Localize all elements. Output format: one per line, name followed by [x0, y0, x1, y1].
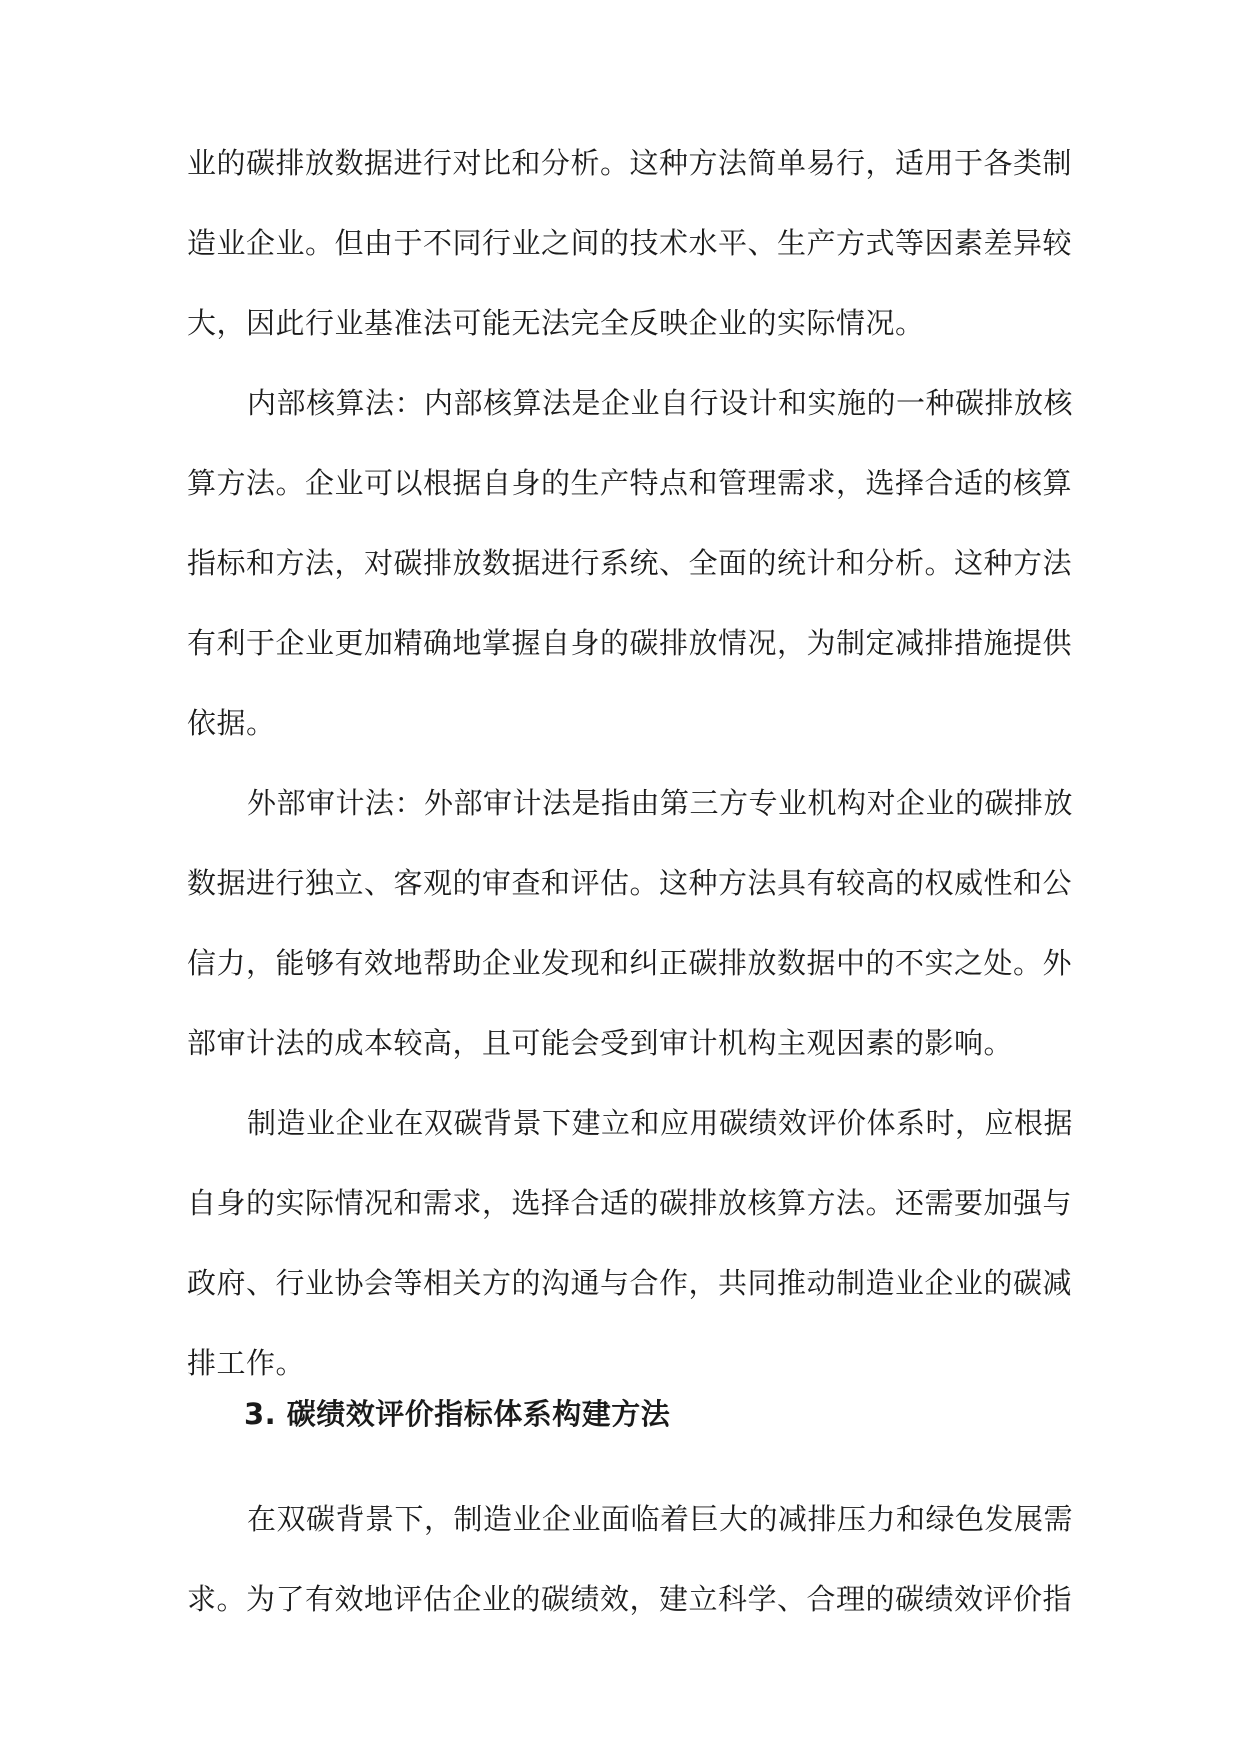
- paragraph-1-line-3: 大，因此行业基准法可能无法完全反映企业的实际情况。: [187, 306, 925, 340]
- paragraph-4-line-2: 自身的实际情况和需求，选择合适的碳排放核算方法。还需要加强与: [187, 1186, 1073, 1220]
- paragraph-1-line-1: 业的碳排放数据进行对比和分析。这种方法简单易行，适用于各类制: [187, 146, 1073, 180]
- paragraph-1-line-2: 造业企业。但由于不同行业之间的技术水平、生产方式等因素差异较: [187, 226, 1073, 260]
- paragraph-4-line-3: 政府、行业协会等相关方的沟通与合作，共同推动制造业企业的碳减: [187, 1266, 1073, 1300]
- paragraph-3-line-3: 信力，能够有效地帮助企业发现和纠正碳排放数据中的不实之处。外: [187, 946, 1073, 980]
- paragraph-4-line-1: 制造业企业在双碳背景下建立和应用碳绩效评价体系时，应根据: [247, 1106, 1074, 1140]
- paragraph-2-line-5: 依据。: [187, 706, 276, 740]
- paragraph-2-line-2: 算方法。企业可以根据自身的生产特点和管理需求，选择合适的核算: [187, 466, 1073, 500]
- paragraph-2-line-3: 指标和方法，对碳排放数据进行系统、全面的统计和分析。这种方法: [187, 546, 1073, 580]
- paragraph-2-line-1: 内部核算法：内部核算法是企业自行设计和实施的一种碳排放核: [247, 386, 1074, 420]
- section-heading: 3. 碳绩效评价指标体系构建方法: [244, 1397, 671, 1431]
- paragraph-3-line-4: 部审计法的成本较高，且可能会受到审计机构主观因素的影响。: [187, 1026, 1014, 1060]
- paragraph-3-line-1: 外部审计法：外部审计法是指由第三方专业机构对企业的碳排放: [247, 786, 1074, 820]
- final-paragraph-line-2: 求。为了有效地评估企业的碳绩效，建立科学、合理的碳绩效评价指: [187, 1582, 1073, 1616]
- paragraph-3-line-2: 数据进行独立、客观的审查和评估。这种方法具有较高的权威性和公: [187, 866, 1073, 900]
- paragraph-2-line-4: 有利于企业更加精确地掌握自身的碳排放情况，为制定减排措施提供: [187, 626, 1073, 660]
- final-paragraph-line-1: 在双碳背景下，制造业企业面临着巨大的减排压力和绿色发展需: [247, 1502, 1074, 1536]
- paragraph-4-line-4: 排工作。: [187, 1346, 306, 1380]
